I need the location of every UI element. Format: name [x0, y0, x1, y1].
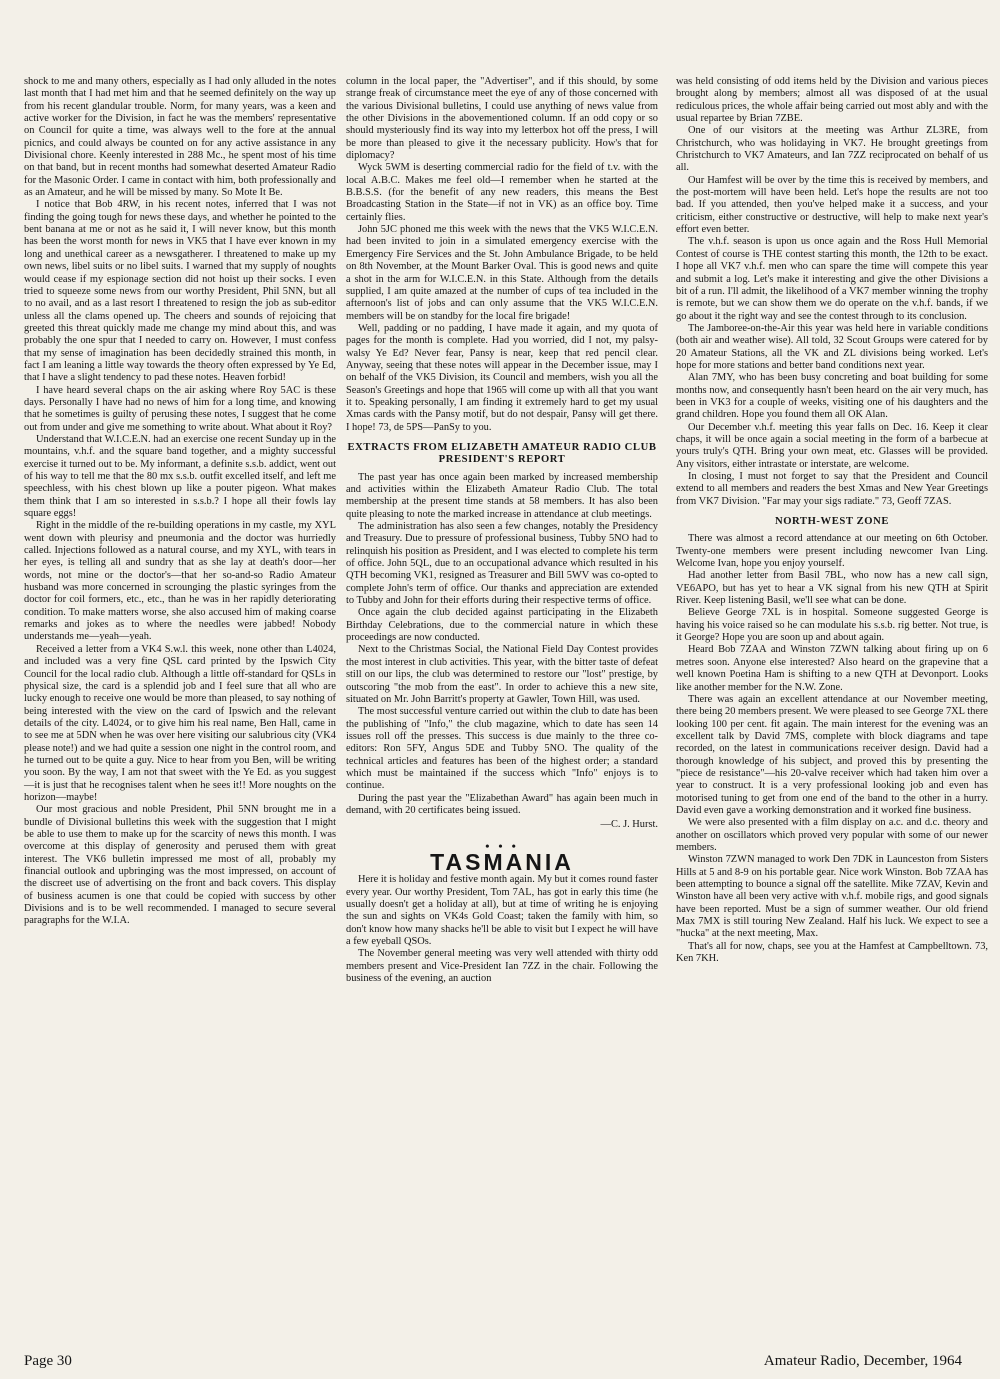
paragraph: Received a letter from a VK4 S.w.l. this week, none other than L4024, and included was a very fine QSL card printed by the Ipswich City Council for the local radio club. Although a little off-standard for QSLs in physical size, the card is a splendid job and I feel sure that all who are lucky enough to receive one would be more than pleased, to say nothing of being interested with the view on the card of Ipswich and the relevant details of the city. L4024, or to give him his real name, Ben Hall, came in to see me at 5DN when he was over here visiting our salubrious city (VK4 please note!) and we had quite a session one night in the control room, and he turned out to be quite a guy. Nice to hear from you Ben, will be writing you soon. By the way, I am not that sweet with the Ye Ed. as you suggest—it is just that he recognises talent when he sees it!! More noughts on the horizon—maybe!	[24, 643, 336, 803]
paragraph: Alan 7MY, who has been busy concreting and boat building for some months now, and consequently hasn't been heard on the air very much, has been in VK3 for a couple of weeks, visiting one of his daughters and the grand children. Hope you found them all OK Alan.	[676, 372, 988, 421]
paragraph: Here it is holiday and festive month again. My but it comes round faster every year. Our worthy President, Tom 7AL, has got in early this time (he usually doesn't get a holiday at all), but at time of writing he is enjoying the sun and sights on VK4s Gold Coast; taken the family with him, so don't know how many shacks he'll be able to visit but I expect he will have a few eyeball QSOs.	[346, 874, 658, 948]
paragraph: There was again an excellent attendance at our November meeting, there being 20 members present. We were pleased to see George 7XL there looking 100 per cent. fit again. The main interest for the evening was an excellent talk by David 7MS, complete with block diagrams and tape recorded, on the latest in communications receiver design. David had a thorough knowledge of his subject, and proved this by presenting the "piece de resistance"—his 20-valve receiver which had taken him over a year to construct. It is a very professional looking job and even has motorised tuning to get from one end of the band to the other in a hurry. David even gave a working demonstration and it worked fine business.	[676, 693, 989, 816]
paragraph: The v.h.f. season is upon us once again and the Ross Hull Memorial Contest of course is THE contest starting this month, the 12th to be exact. I hope all VK7 v.h.f. men who can spare the time will compete this year and submit a log. Let's make it interesting and give the other Divisions a bit of a run. I'll admit, the likelihood of a VK7 member winning the trophy is remote, but we can show them we do operate on the v.h.f. bands, if we go about it the right way and see the contest through to its conclusion.	[676, 236, 988, 322]
paragraph: Our Hamfest will be over by the time this is received by members, and the post-mortem will have been held. Let's hope the results are not too bad. If you attended, then you've helped make it a success, and your criticism, either constructive or destructive, will help to make next year's effort even better.	[676, 174, 988, 236]
paragraph: was held consisting of odd items held by the Division and various pieces brought along by members; almost all was disposed of at the usual rediculous prices, the whole affair being carried out most ably and with the usual repartee by Brian 7ZBE.	[676, 76, 988, 125]
paragraph: The most successful venture carried out within the club to date has been the publishing of "Info," the club magazine, which to date has seen 14 issues roll off the presses. This success is due mainly to the three co-editors: Ron 5FY, Angus 5DE and Tubby 5NO. The quality of the technical articles and features has been of the highest order; a standard which must be maintained if the success which "Info" enjoys is to continue.	[346, 706, 658, 792]
paragraph: The Jamboree-on-the-Air this year was held here in variable conditions (both air and weather wise). All told, 32 Scout Groups were catered for by 20 Amateur Stations, all the VK and ZL divisions being worked. Let's hope for more stations and better band conditions next year.	[676, 322, 988, 371]
paragraph: During the past year the "Elizabethan Award" has again been much in demand, with 20 certificates being issued.	[346, 792, 658, 816]
column-3	[676, 76, 988, 965]
tasmania-heading: TASMANIA	[430, 848, 574, 875]
section-divider: • • •	[485, 838, 519, 853]
report-heading: EXTRACTS FROM ELIZABETH AMATEUR RADIO CLUB PRESIDENT'S REPORT	[347, 441, 657, 466]
paragraph: Had another letter from Basil 7BL, who now has a new call sign, VE6APO, but has yet to hear a VK signal from his new QTH at Spirit River. Keep listening Basil, we'll see what can be done.	[676, 570, 988, 607]
paragraph: I notice that Bob 4RW, in his recent notes, inferred that I was not finding the going tough for news these days, and whether he pointed to the bent banana at me or not as he said it, I will never know, but this month has been the worst month for news in VK5 that I have ever known in my long and unethical career as a newsgatherer. I threatened to make up my own news, libel suits or no libel suits. I warned that my supply of noughts would cease if my espionage section did not hoist up their socks. I even tried to squeeze some news from our worthy President, Phil 5NN, but all to no avail, and as a last resort I threatened to resign the job as sub-editor unless all the clams opened up. The cheers and sounds of rejoicing that greeted this threat quickly made me change my mind about this, and was probably the one spur that I needed to carry on. However, I must confess that my sense of imagination has been decidedly strained this month, in fact I am leaning a little way towards the theory often expressed by Ye Ed, that I have a slight tendency to pad these notes. Heaven forbid!	[24, 199, 336, 384]
paragraph: The administration has also seen a few changes, notably the Presidency and Treasury. Due to pressure of professional business, Tubby 5NO had to relinquish his position as President, and I was elected to complete his term of office. John 5QL, due to an occupational advance which resulted in his QTH becoming VK1, resigned as Treasurer and Bill 5WV was co-opted to complete John's term of office. Our thanks and appreciation are extended to Tubby and John for their efforts during their respective terms of office.	[346, 521, 658, 607]
paragraph: John 5JC phoned me this week with the news that the VK5 W.I.C.E.N. had been invited to join in a simulated emergency exercise with the Emergency Fire Services and the St. John Ambulance Brigade, to be held on 8th November, at the Mount Barker Oval. This is good news and quite a shot in the arm for W.I.C.E.N. in this State. Although from the details supplied, I am quite amazed at the number of cups of tea included in the afternoon's list of jobs and can only assume that the VK5 W.I.C.E.N. members will be on standby for the local fire brigade!	[346, 224, 658, 322]
paragraph: The November general meeting was very well attended with thirty odd members present and Vice-President Ian 7ZZ in the chair. Following the business of the evening, an auction	[346, 948, 658, 985]
north-west-zone-heading: NORTH-WEST ZONE	[774, 516, 890, 528]
paragraph: shock to me and many others, especially as I had only alluded in the notes last month that I had met him and that he seemed definitely on the way up from his recent glandular trouble. Norm, for many years, was a keen and active worker for the Division, in fact he was the members' representative on Council for quite a time, was always well to the fore at the annual picnics, and could always be counted on for any active assistance in any Divisional chore. Keenly interested in 288 Mc., he spent most of his time on that band, but in recent months had somewhat deserted Amateur Radio for the Masonic Order. I came in contact with him, both professionally and as an Amateur, and he will be missed by many. So Mote It Be.	[24, 76, 336, 199]
paragraph: There was almost a record attendance at our meeting on 6th October. Twenty-one members were present including newcomer Ivan Ling. Welcome Ivan, hope you enjoy yourself.	[676, 533, 988, 570]
paragraph: The past year has once again been marked by increased membership and activities within the Elizabeth Amateur Radio Club. The total membership at the present time stands at 58 members. It has also been quite pleasing to note the marked increase in attendance at club meetings.	[346, 471, 658, 520]
paragraph: I have heard several chaps on the air asking where Roy 5AC is these days. Personally I have had no news of him for a long time, and knowing that he sometimes is guilty of perusing these notes, I suggest that he come out from under and give me something to write about. What about it Roy?	[24, 384, 336, 433]
paragraph: Once again the club decided against participating in the Elizabeth Birthday Celebrations, due to the commercial nature in which these proceedings are now conducted.	[346, 607, 658, 644]
paragraph: Next to the Christmas Social, the National Field Day Contest provides the most interest in club activities. This year, with the bitter taste of defeat still on our lips, the club was determined to restore our "lost" prestige, by outscoring "the mob from the east". In order to achieve this a new site, situated on Mr. John Barritt's property at Gawler, Town Hill, was used.	[346, 644, 658, 705]
paragraph: Heard Bob 7ZAA and Winston 7ZWN talking about firing up on 6 metres soon. Anyone else interested? Also heard on the grapevine that a well known Poetina Ham is shifting to a new QTH at Devonport. Looks like another member for the N.W. Zone.	[676, 644, 988, 693]
paragraph: Well, padding or no padding, I have made it again, and my quota of pages for the month is complete. Had you worried, did I not, my palsy-walsy Ye Ed? Never fear, Pansy is near, keep that red pencil clear. Anyway, seeing that these notes will appear in the December issue, may I on behalf of the VK5 Division, its Council and members, wish you all the Season's Greetings and hope that 1965 will come up with all that you want it to. Speaking personally, I am finding it extremely hard to get my usual Xmas cards with the Pansy motif, but do not despair, Pansy will get there. I hope! 73, de 5PS—PanSy to you.	[346, 322, 658, 433]
paragraph: Our December v.h.f. meeting this year falls on Dec. 16. Keep it clear chaps, it will be once again a social meeting in the form of a barbecue at yours truly's QTH. Bring your own meat, etc. Glasses will be provided. Any visitors, either intrastate or interstate, are welcome.	[676, 421, 988, 470]
paragraph: column in the local paper, the "Advertiser", and if this should, by some strange freak of circumstance meet the eye of any of those concerned with the various Divisional bulletins, I could use anything of news value from the other Divisions in the abovementioned column. If an odd copy or so should mysteriously find its way into my letterbox hot off the press, I will be more than pleased to give it the necessary publicity. How's that for diplomacy?	[346, 76, 658, 162]
paragraph: Winston 7ZWN managed to work Den 7DK in Launceston from Sisters Hills at 5 and 8-9 on his portable gear. Nice work Winston. Bob 7ZAA has been attempting to bounce a signal off the satellite. Mike 7ZAV, Kevin and Winston have all been very active with v.h.f. mobile rigs, and good signals have been reported. Must be a sign of summer weather. Our old friend Max 7MX is still touring New Zealand. Half his luck. We expect to see a "hucka" at the next meeting, Max.	[676, 854, 988, 940]
paragraph: That's all for now, chaps, see you at the Hamfest at Campbelltown. 73, Ken 7KH.	[676, 940, 988, 965]
page-number: Page 30	[24, 1353, 72, 1369]
column-1	[24, 76, 336, 928]
paragraph: We were also presented with a film display on a.c. and d.c. theory and another on oscillators which proved very popular with some of our newer members.	[676, 817, 988, 853]
report-signature: —C. J. Hurst.	[600, 819, 658, 831]
paragraph: Our most gracious and noble President, Phil 5NN brought me in a bundle of Divisional bulletins this week with the suggestion that I might be able to use them to make up for the scarcity of news this month. I was overcome at this display of generosity and perused them with great interest. The VK6 bulletin impressed me most of all, probably my financial outlook and upbringing was the most impressed, on account of the discreet use of advertising on the front and back covers. This display of business acumen is one that could be copied with success by other Divisions and is to be well recommended. I managed to secure several paragraphs for the W.I.A.	[24, 804, 336, 927]
paragraph: One of our visitors at the meeting was Arthur ZL3RE, from Christchurch, who was holidaying in VK7. He brought greetings from Christchurch to VK7 Amateurs, and Ian 7ZZ reciprocated on behalf of us all.	[676, 125, 988, 174]
column-2	[346, 76, 658, 985]
page-footer	[24, 1353, 962, 1370]
publication-line: Amateur Radio, December, 1964	[763, 1353, 962, 1369]
paragraph: Right in the middle of the re-building operations in my castle, my XYL went down with pleurisy and pneumonia and the doctor was hurriedly called. Injections followed as a natural course, and my XYL, with tears in her eyes, is telling all and sundry that as she lay at death's door—her words, not mine or the doctor's—that her so-and-so Radio Amateur husband was more concerned in scrounging the plastic syringes from the doctor for coil formers, etc., etc., than he was in her rapidly deteriorating condition. To make matters worse, she also accused him of making coarse remarks and jokes as to where the needles were jabbed! Nobody understands me—yeah—yeah.	[24, 520, 336, 643]
paragraph: Understand that W.I.C.E.N. had an exercise one recent Sunday up in the mountains, v.h.f. and the square band together, and a mighty successful exercise it turned out to be. My informant, a definite s.s.b. addict, went out of his way to tell me that the 80 mx s.s.b. outfit excelled itself, and left me speechless, with his chest blown up like a pouter pigeon. What makes them think that I am so interested in s.s.b.? I hope all their fowls lay square eggs!	[24, 433, 336, 520]
paragraph: In closing, I must not forget to say that the President and Council extend to all members and readers the best Xmas and New Year Greetings from VK7 Division. "Far may your sigs radiate." 73, Geoff 7ZAS.	[676, 471, 988, 507]
paragraph: Believe George 7XL is in hospital. Someone suggested George is having his voice raised so he can modulate his s.s.b. rig better. Not true, is it George? Hope you are soon up and about again.	[676, 607, 988, 644]
paragraph: Wyck 5WM is deserting commercial radio for the field of t.v. with the local A.B.C. Makes me feel old—I remember when he started at the B.B.S.S. (for the benefit of any new readers, this means the Best Broadcasting Station in the State—if not in VK) as an office boy. Time certainly flies.	[346, 162, 658, 223]
